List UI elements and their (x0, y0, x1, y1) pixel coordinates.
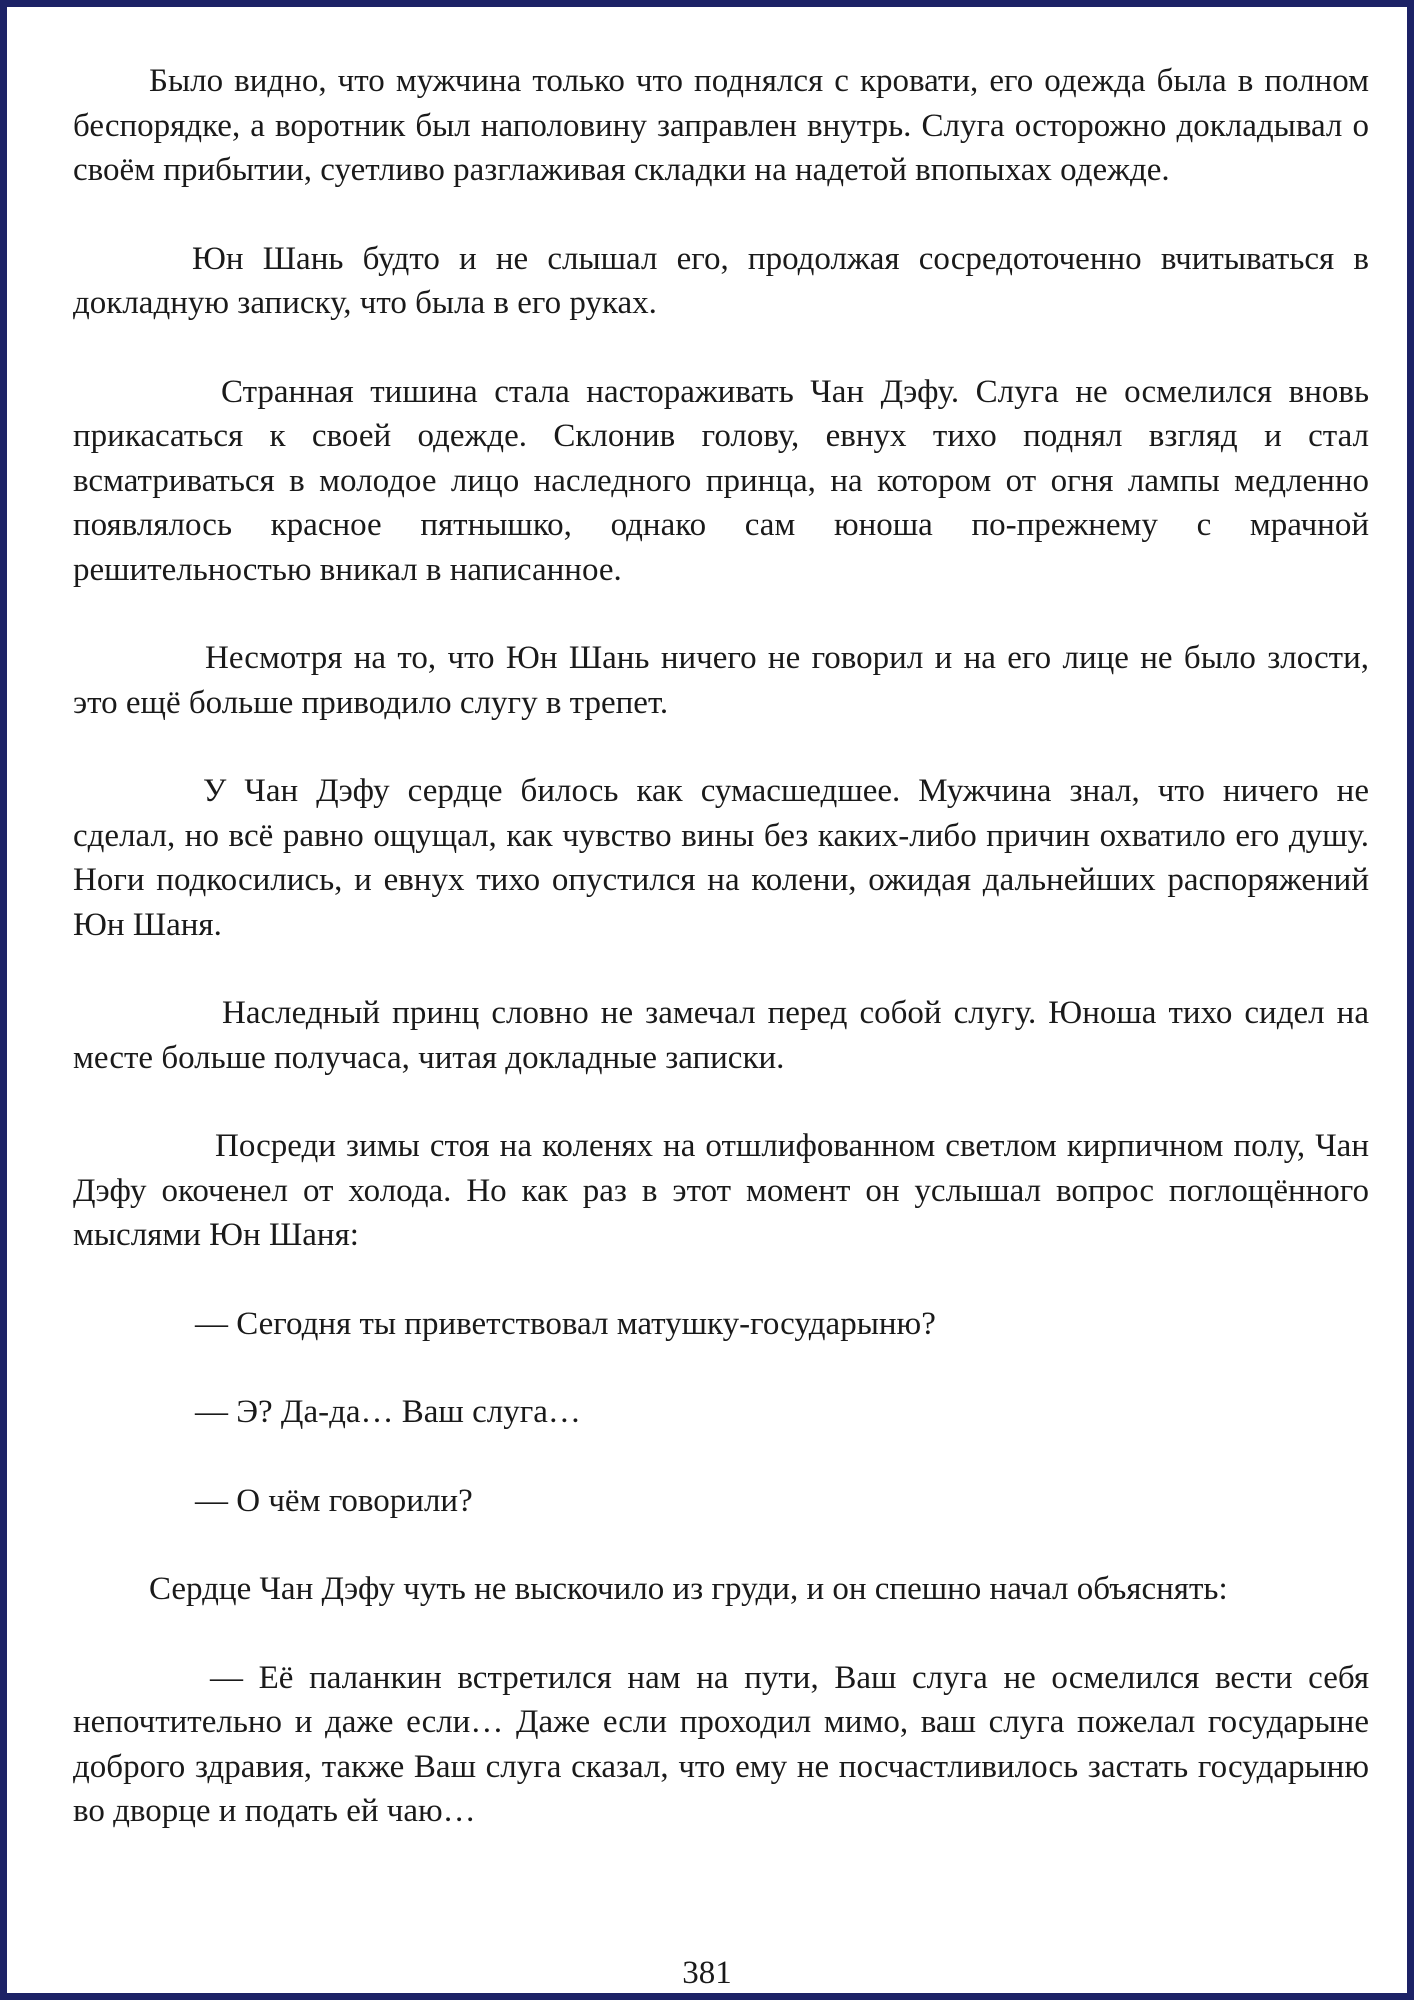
text-paragraph: Юн Шань будто и не слышал его, продолжая сосредоточенно вчитываться в докладную записку, что была в его руках. (73, 240, 1369, 321)
dialogue-paragraph: — Э? Да-да… Ваш слуга… (195, 1394, 581, 1430)
page-text-body (73, 59, 1369, 1878)
dialogue-paragraph: — Сегодня ты приветствовал матушку-государыню? (195, 1305, 936, 1342)
text-paragraph: — Её паланкин встретился нам на пути, Ваш слуга не осмелился вести себя непочтительно и даже если… Даже если проходил мимо, ваш слуга пожелал государыне доброго здравия, также Ваш слуга сказал, что ему не посчастливилось застать государыню во дворце и подать ей чаю… (73, 1659, 1369, 1829)
text-paragraph: Странная тишина стала настораживать Чан Дэфу. Слуга не осмелился вновь прикасаться к своей одежде. Склонив голову, евнух тихо поднял взгляд и стал всматриваться в молодое лицо наследного принца, на котором от огня лампы медленно появлялось красное пятнышко, однако сам юноша по-прежнему с мрачной решительностью вникал в написанное. (73, 373, 1369, 588)
text-paragraph: Сердце Чан Дэфу чуть не выскочило из груди, и он спешно начал объяснять: (149, 1571, 1228, 1607)
text-paragraph: У Чан Дэфу сердце билось как сумасшедшее. Мужчина знал, что ничего не сделал, но всё равно ощущал, как чувство вины без каких-либо причин охватило его душу. Ноги подкосились, и евнух тихо опустился на колени, ожидая дальнейших распоряжений Юн Шаня. (73, 773, 1369, 943)
text-paragraph: Посреди зимы стоя на коленях на отшлифованном светлом кирпичном полу, Чан Дэфу окоченел от холода. Но как раз в этот момент он услышал вопрос поглощённого мыслями Юн Шаня: (73, 1128, 1369, 1253)
dialogue-paragraph: — О чём говорили? (195, 1482, 473, 1519)
text-paragraph: Несмотря на то, что Юн Шань ничего не говорил и на его лице не было злости, это ещё больше приводило слугу в трепет. (73, 640, 1369, 721)
text-paragraph: Было видно, что мужчина только что поднялся с кровати, его одежда была в полном беспорядке, а воротник был наполовину заправлен внутрь. Слуга осторожно докладывал о своём прибытии, суетливо разглаживая складки на надетой впопыхах одежде. (73, 63, 1369, 188)
text-paragraph: Наследный принц словно не замечал перед собой слугу. Юноша тихо сидел на месте больше получаса, читая докладные записки. (73, 995, 1369, 1076)
page-number: 381 (682, 1955, 732, 1991)
